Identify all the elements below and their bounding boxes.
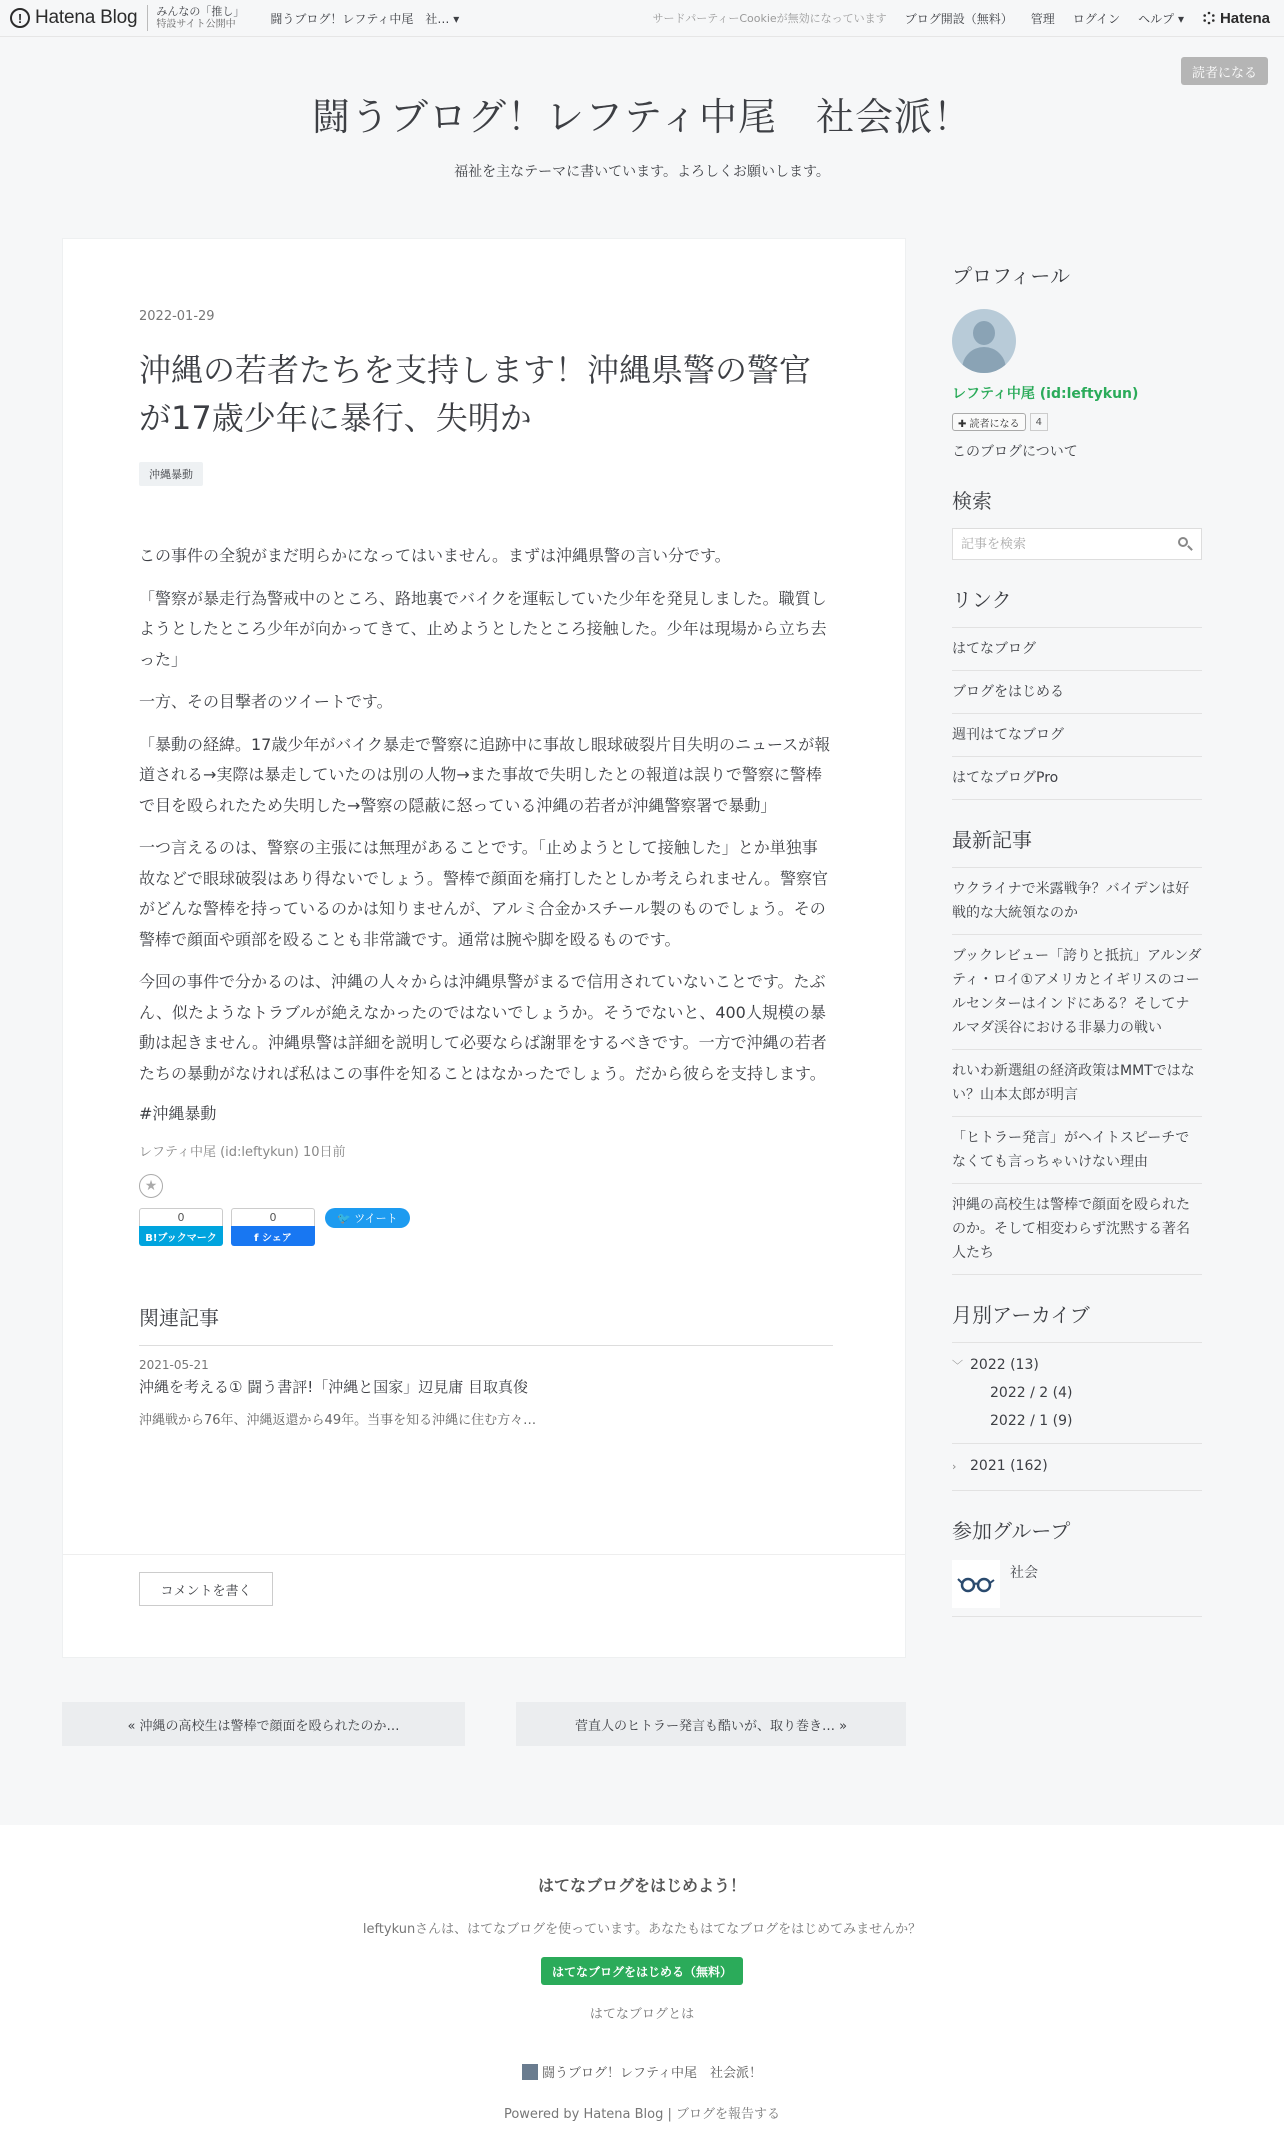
tweet-button[interactable]: 🐦 ツイート bbox=[325, 1208, 410, 1228]
recent-entries-list bbox=[952, 867, 1202, 1275]
start-hatena-blog-button[interactable]: はてなブログをはじめる（無料） bbox=[541, 1957, 743, 1985]
hatena-bookmark-share[interactable] bbox=[139, 1208, 223, 1246]
archive-year-label[interactable]: 2022 (13) bbox=[970, 1357, 1039, 1373]
search-icon[interactable] bbox=[1177, 536, 1193, 552]
chevron-down-icon[interactable]: ﹀ bbox=[952, 1359, 963, 1372]
recent-entry-link[interactable]: れいわ新選組の経済政策はMMTではない？山本太郎が明言 bbox=[952, 1050, 1202, 1117]
help-dropdown[interactable]: ヘルプ ▾ bbox=[1138, 11, 1184, 26]
hatena-bookmark-button[interactable]: B!ブックマーク bbox=[139, 1226, 223, 1246]
chevron-right-icon[interactable]: › bbox=[952, 1459, 957, 1473]
hatena-dots-icon bbox=[1202, 11, 1216, 25]
footer bbox=[0, 1825, 1284, 2147]
divider bbox=[63, 1554, 905, 1555]
blog-header bbox=[0, 86, 1284, 181]
archive-year-label[interactable]: 2021 (162) bbox=[970, 1458, 1048, 1474]
hatena-bookmark-count: 0 bbox=[139, 1208, 223, 1226]
facebook-share-button[interactable]: f シェア bbox=[231, 1226, 315, 1246]
glasses-icon[interactable] bbox=[952, 1560, 1000, 1608]
archive-list bbox=[952, 1342, 1202, 1491]
subscriber-count[interactable]: 4 bbox=[1030, 413, 1048, 431]
manage-link[interactable]: 管理 bbox=[1030, 11, 1055, 26]
profile-name-link[interactable]: レフティ中尾 (id:leftykun) bbox=[952, 386, 1139, 402]
group-name-link[interactable]: 社会 bbox=[1010, 1565, 1038, 1581]
avatar-body bbox=[962, 347, 1006, 373]
groups-heading: 参加グループ bbox=[952, 1519, 1071, 1543]
links-heading: リンク bbox=[952, 588, 1012, 612]
promo-line1: みんなの「推し」 bbox=[156, 5, 245, 18]
links-list bbox=[952, 627, 1202, 800]
facebook-share[interactable] bbox=[231, 1208, 315, 1246]
article bbox=[139, 309, 833, 1428]
start-blog-link[interactable]: ブログ開設（無料） bbox=[904, 11, 1013, 26]
article-paragraph: この事件の全貌がまだ明らかになってはいません。まずは沖縄県警の言い分です。 bbox=[139, 546, 731, 565]
link-item[interactable]: はてなブログ bbox=[952, 628, 1202, 671]
groups-module bbox=[952, 1515, 1202, 1617]
share-buttons bbox=[139, 1208, 833, 1246]
search-heading: 検索 bbox=[952, 489, 992, 513]
related-heading: 関連記事 bbox=[139, 1302, 833, 1346]
search-input[interactable] bbox=[961, 537, 1161, 552]
archive-year-2022[interactable] bbox=[952, 1343, 1202, 1373]
related-excerpt: 沖縄戦から76年、沖縄返還から49年。当事を知る沖縄に住む方々… bbox=[139, 1413, 537, 1428]
recent-entry-link[interactable]: 「ヒトラー発言」がヘイトスピーチでなくても言っちゃいけない理由 bbox=[952, 1117, 1202, 1184]
recent-entry-link[interactable]: ウクライナで米露戦争？バイデンは好戦的な大統領なのか bbox=[952, 868, 1202, 935]
blog-favicon-icon bbox=[522, 2064, 538, 2080]
subscribe-small-button[interactable]: ✚ 読者になる bbox=[952, 413, 1026, 431]
cookie-notice[interactable]: サードパーティーCookieが無効になっています bbox=[652, 12, 887, 25]
blog-title[interactable]: 闘うブログ！レフティ中尾 社会派！ bbox=[312, 95, 972, 139]
footer-blog-link[interactable] bbox=[0, 2062, 1284, 2081]
powered-by-line[interactable]: Powered by Hatena Blog | ブログを報告する bbox=[503, 2107, 781, 2122]
archive-year-2021[interactable] bbox=[952, 1444, 1202, 1491]
related-date: 2021-05-21 bbox=[139, 1358, 209, 1372]
recent-heading: 最新記事 bbox=[952, 828, 1032, 852]
search-box bbox=[952, 528, 1202, 560]
link-item[interactable]: 週刊はてなブログ bbox=[952, 714, 1202, 757]
links-module bbox=[952, 584, 1202, 800]
avatar-head bbox=[973, 321, 995, 345]
profile-module bbox=[952, 260, 1202, 461]
link-item[interactable]: ブログをはじめる bbox=[952, 671, 1202, 714]
article-title[interactable]: 沖縄の若者たちを支持します！沖縄県警の警官が17歳少年に暴行、失明か bbox=[139, 351, 812, 437]
article-paragraph: 「警察が暴走行為警戒中のところ、路地裏でバイクを運転していた少年を発見しました。職質しようとしたところ少年が向かってきて、止めようとしたところ接触した。少年は現場から立ち去った」 bbox=[139, 588, 827, 669]
sidebar bbox=[952, 238, 1202, 1617]
subscribe-row bbox=[952, 413, 1202, 431]
blog-menu-dropdown[interactable]: 闘うブログ！レフティ中尾 社… ▾ bbox=[270, 11, 460, 26]
promo-link[interactable] bbox=[147, 5, 244, 31]
hatena-logo-text: Hatena bbox=[1219, 9, 1270, 27]
facebook-share-count: 0 bbox=[231, 1208, 315, 1226]
archive-heading: 月別アーカイブ bbox=[952, 1303, 1090, 1327]
hatena-blog-logo-text: Hatena Blog bbox=[35, 7, 138, 28]
footer-title: はてなブログをはじめよう！ bbox=[537, 1876, 746, 1895]
category-tag[interactable]: 沖縄暴動 bbox=[139, 462, 203, 486]
article-paragraph: 一つ言えるのは、警察の主張には無理があることです。「止めようとして接触した」とか単独事故などで眼球破裂はあり得ないでしょう。警棒で顔面を痛打したとしか考えられません。警察官がどんな警棒を持っているのかは知りませんが、アルミ合金かスチール製のものでしょう。その警棒で顔面や頭部を殴ることも非常識です。通常は腕や脚を殴るものです。 bbox=[139, 838, 828, 949]
recent-entry-link[interactable]: 沖縄の高校生は警棒で顔面を殴られたのか。そして相変わらず沈黙する著名人たち bbox=[952, 1184, 1202, 1275]
hatena-blog-logo[interactable] bbox=[10, 7, 137, 29]
write-comment-button[interactable]: コメントを書く bbox=[139, 1572, 273, 1606]
blog-description: 福祉を主なテーマに書いています。よろしくお願いします。 bbox=[454, 164, 830, 180]
article-body bbox=[139, 541, 833, 1089]
footer-text: leftykunさんは、はてなブログを使っています。あなたもはてなブログをはじめてみませんか？ bbox=[362, 1922, 922, 1937]
profile-heading: プロフィール bbox=[952, 264, 1070, 288]
link-item[interactable]: はてなブログPro bbox=[952, 757, 1202, 800]
related-article-link[interactable]: 沖縄を考える① 闘う書評!「沖縄と国家」辺見庸 目取真俊 bbox=[139, 1378, 528, 1396]
article-paragraph: 一方、その目撃者のツイートです。 bbox=[139, 692, 393, 711]
login-link[interactable]: ログイン bbox=[1072, 11, 1121, 26]
promo-line2: 特設サイト公開中 bbox=[156, 19, 236, 30]
archive-month-link[interactable]: 2022 / 2 (4) bbox=[990, 1385, 1073, 1401]
pager-prev-link[interactable]: « 沖縄の高校生は警棒で顔面を殴られたのか… bbox=[62, 1702, 465, 1746]
related-articles bbox=[139, 1302, 833, 1428]
article-paragraph: 「暴動の経緯。17歳少年がバイク暴走で警察に追跡中に事故し眼球破裂片目失明のニュースが報道される→実際は暴走していたのは別の人物→また事故で失明したとの報道は誤りで警察に警棒で目を殴られたため失明した→警察の隠蔽に怒っている沖縄の若者が沖縄警察署で暴動」 bbox=[139, 734, 831, 815]
about-blog-link[interactable]: このブログについて bbox=[952, 444, 1078, 460]
search-module bbox=[952, 485, 1202, 560]
global-header bbox=[0, 0, 1284, 37]
group-item[interactable] bbox=[952, 1560, 1202, 1617]
article-card bbox=[62, 238, 906, 1658]
hashtag-link[interactable]: #沖縄暴動 bbox=[139, 1104, 217, 1123]
author-line[interactable]: レフティ中尾 (id:leftykun) 10日前 bbox=[139, 1145, 346, 1160]
add-star-icon[interactable]: ★ bbox=[139, 1174, 163, 1198]
subscribe-button[interactable]: 読者になる bbox=[1181, 57, 1268, 85]
archive-month-link[interactable]: 2022 / 1 (9) bbox=[990, 1413, 1073, 1429]
archive-months bbox=[952, 1385, 1202, 1444]
hatena-blog-mark-icon: ! bbox=[10, 8, 30, 28]
article-paragraph: 今回の事件で分かるのは、沖縄の人々からは沖縄県警がまるで信用されていないことです。たぶん、似たようなトラブルが絶えなかったのではないでしょうか。そうでないと、400人規模の暴動は起きません。沖縄県警は詳細を説明して必要ならば謝罪をするべきです。一方で沖縄の若者たちの暴動がなければ私はこの事件を知ることはなかったでしょう。だから彼らを支持します。 bbox=[139, 972, 827, 1083]
recent-entries-module bbox=[952, 824, 1202, 1275]
article-date[interactable]: 2022-01-29 bbox=[139, 309, 215, 324]
avatar[interactable] bbox=[952, 309, 1016, 373]
archive-module bbox=[952, 1299, 1202, 1491]
hatena-logo[interactable] bbox=[1202, 10, 1270, 27]
recent-entry-link[interactable]: ブックレビュー「誇りと抵抗」アルンダティ・ロイ①アメリカとイギリスのコールセンターはインドにある？そしてナルマダ渓谷における非暴力の戦い bbox=[952, 935, 1202, 1050]
pager-next-link[interactable]: 菅直人のヒトラー発言も酷いが、取り巻き… » bbox=[516, 1702, 906, 1746]
about-hatena-blog-link[interactable]: はてなブログとは bbox=[589, 2007, 695, 2022]
footer-blog-name[interactable]: 闘うブログ！レフティ中尾 社会派！ bbox=[542, 2066, 762, 2081]
